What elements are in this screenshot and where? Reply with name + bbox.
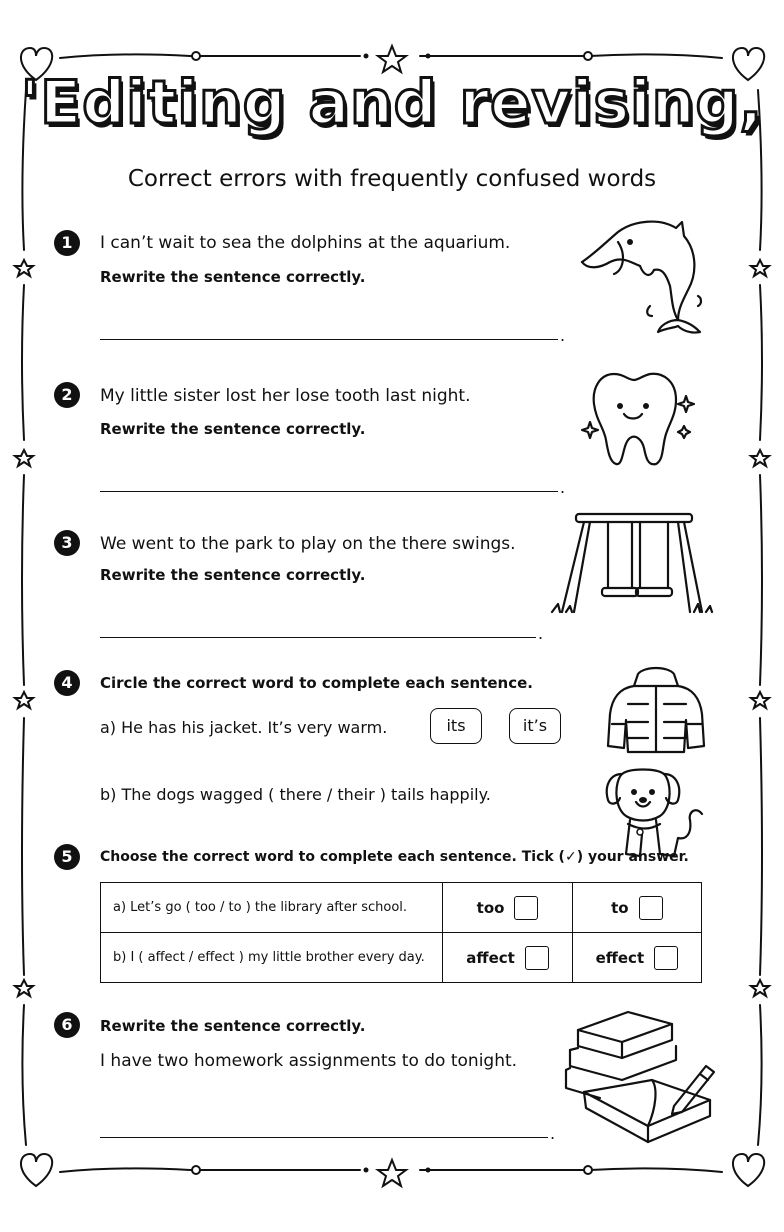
worksheet-subtitle: Correct errors with frequently confused words [127,166,657,192]
smiling-tooth-icon [580,366,700,470]
option-label: to [611,898,629,917]
question-6-answer-line[interactable] [100,1137,548,1138]
question-2-instruction: Rewrite the sentence correctly. [100,420,366,438]
question-3-sentence: We went to the park to play on the there swings. [100,534,516,554]
row-b-sentence: b) I ( affect / effect ) my little brother every day. [101,933,443,983]
tick-box[interactable] [654,946,678,970]
question-2-sentence: My little sister lost her lose tooth last night. [100,386,471,406]
choice-its-button[interactable]: its [430,708,482,744]
row-a-option-2[interactable] [572,883,701,933]
question-6-sentence: I have two homework assignments to do tonight. [100,1051,518,1071]
question-3-answer-line[interactable] [100,637,536,638]
question-1-sentence: I can’t wait to sea the dolphins at the aquarium. [100,233,511,253]
books-and-pencil-icon [560,1008,724,1144]
question-3-period: . [538,624,544,643]
question-6-period: . [550,1124,556,1143]
question-1-answer-line[interactable] [100,339,558,340]
question-5-instruction: Choose the correct word to complete each sentence. Tick (✓) your answer. [100,849,689,865]
puppy-icon [600,764,710,864]
question-1-instruction: Rewrite the sentence correctly. [100,268,366,286]
question-number-2: 2 [54,382,80,408]
tick-table [100,882,702,983]
swing-set-icon [548,508,718,618]
row-b-option-1[interactable] [443,933,572,983]
question-4-instruction: Circle the correct word to complete each sentence. [100,674,533,692]
question-number-4: 4 [54,670,80,696]
row-b-option-2[interactable] [572,933,701,983]
row-a-sentence: a) Let’s go ( too / to ) the library after school. [101,883,443,933]
question-4b-sentence: b) The dogs wagged ( there / their ) tails happily. [100,785,491,804]
worksheet-title: 'Editing and revising, [20,68,764,138]
choice-its-contraction-button[interactable]: it’s [509,708,561,744]
row-a-option-1[interactable] [443,883,572,933]
option-label: effect [595,948,645,967]
question-number-5: 5 [54,844,80,870]
question-number-6: 6 [54,1012,80,1038]
question-4a-sentence: a) He has his jacket. It’s very warm. [100,718,388,737]
question-1-period: . [560,326,566,345]
question-number-1: 1 [54,230,80,256]
question-2-answer-line[interactable] [100,491,558,492]
tick-box[interactable] [525,946,549,970]
table-row [101,883,702,933]
question-number-3: 3 [54,530,80,556]
option-label: too [476,898,505,917]
dolphin-icon [574,214,714,338]
option-label: affect [466,948,515,967]
table-row [101,933,702,983]
puffer-jacket-icon [604,664,708,756]
question-3-instruction: Rewrite the sentence correctly. [100,566,366,584]
question-2-period: . [560,478,566,497]
question-6-instruction: Rewrite the sentence correctly. [100,1017,366,1035]
tick-box[interactable] [514,896,538,920]
tick-box[interactable] [639,896,663,920]
